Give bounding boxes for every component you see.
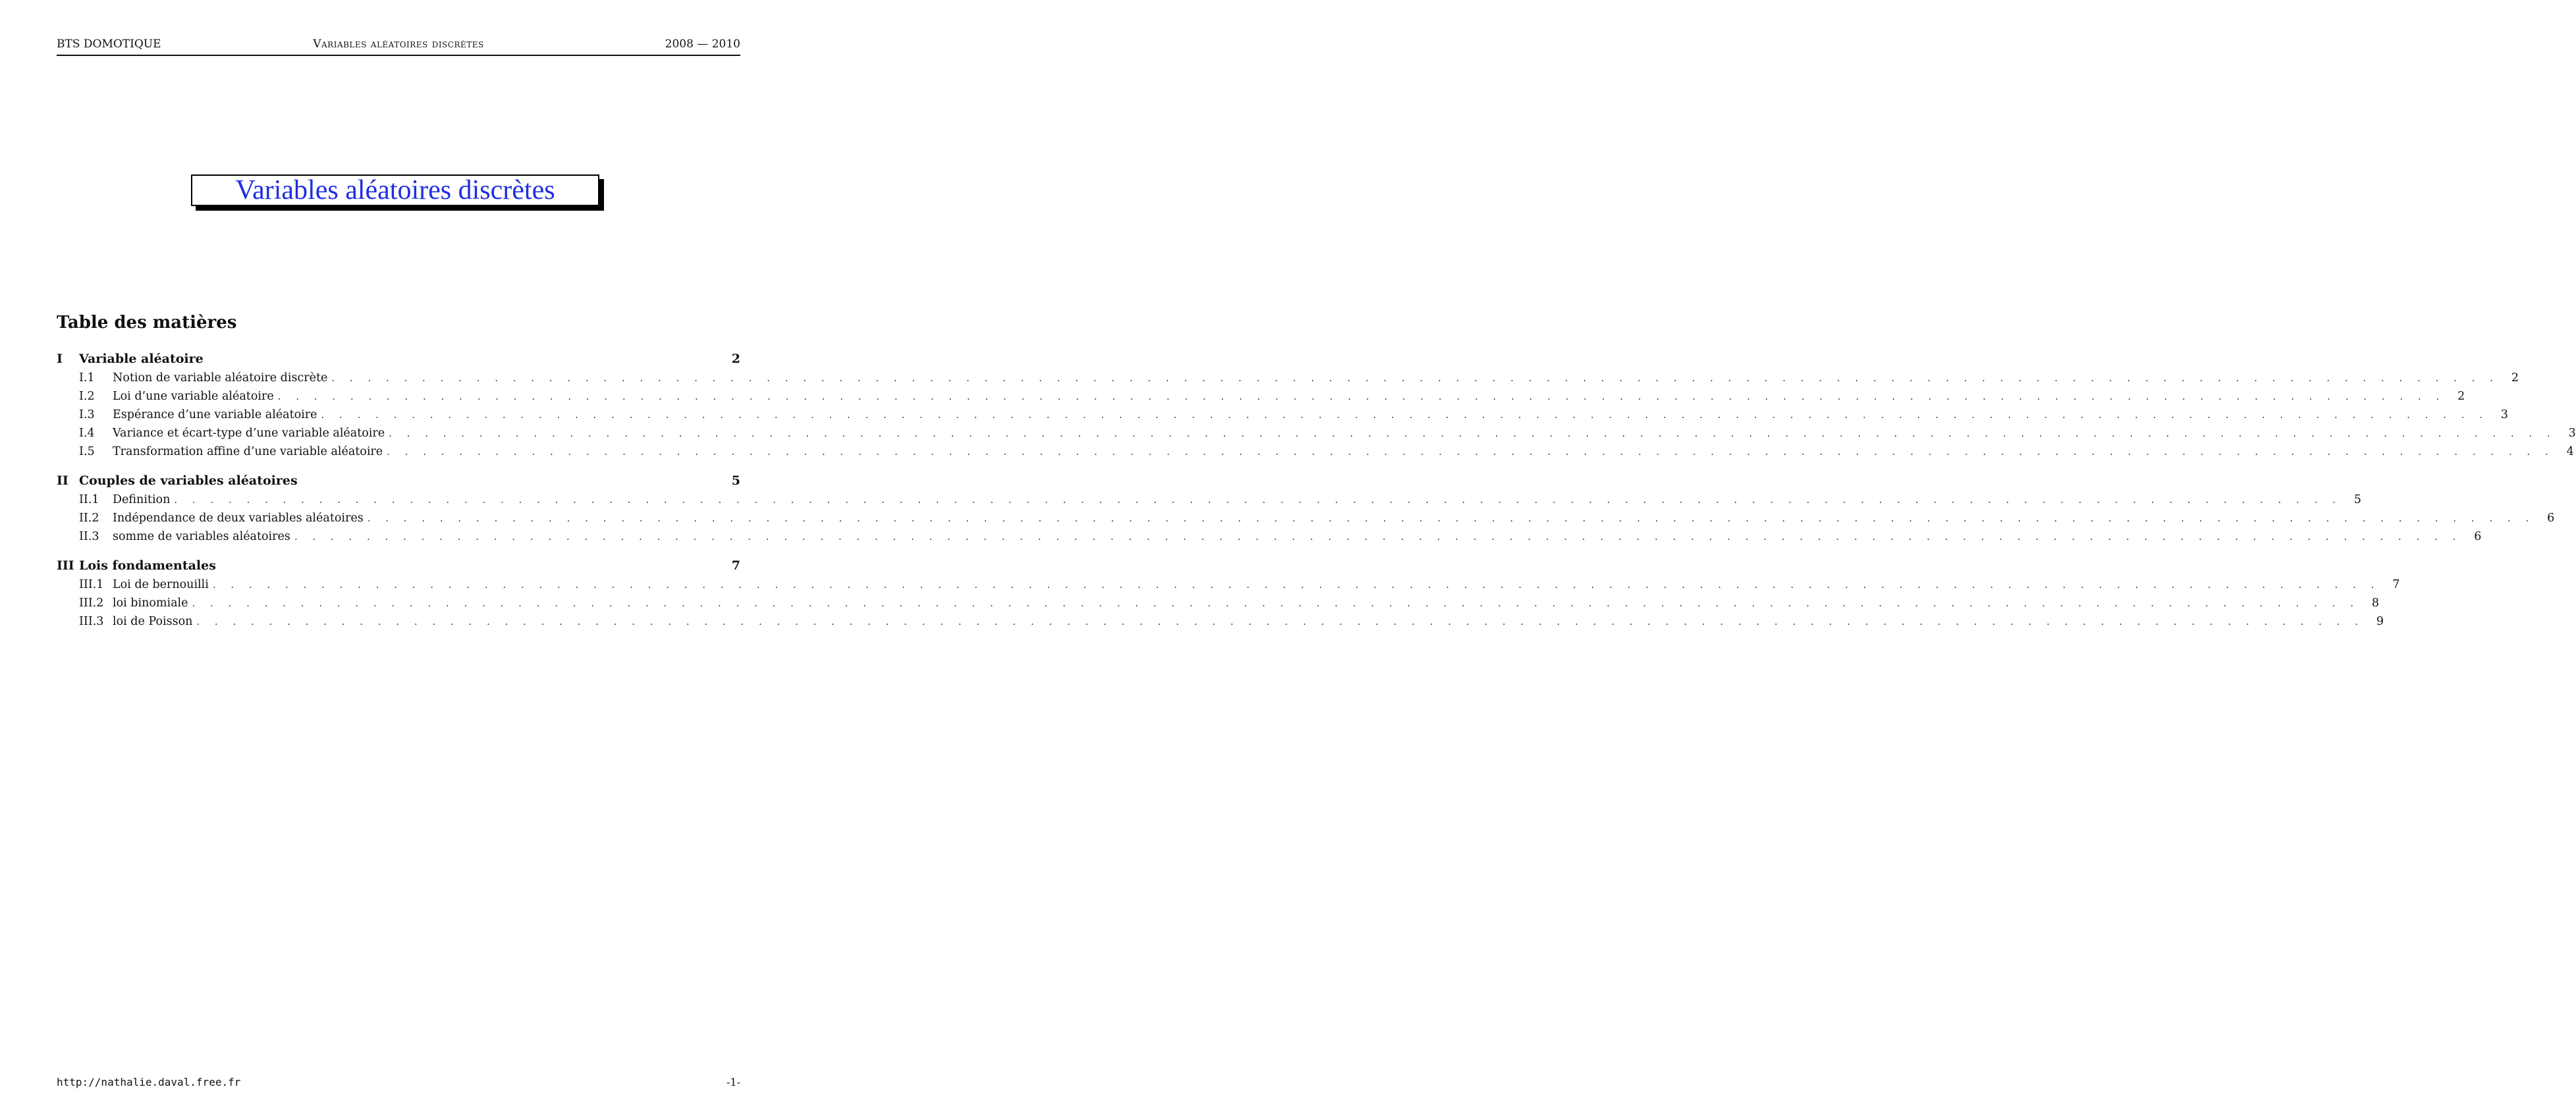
toc-subsection-title: Definition <box>113 493 174 506</box>
toc-section-number: I <box>57 352 63 366</box>
toc-subsection-number: III.3 <box>79 615 104 628</box>
title-frame <box>191 174 599 206</box>
toc-subsection-title: Indépendance de deux variables aléatoires <box>113 512 368 525</box>
toc-subsection-title: Loi de bernouilli <box>113 578 213 591</box>
toc-subsection-number: II.1 <box>79 493 99 506</box>
toc-subsection-entry[interactable] <box>57 442 2574 461</box>
toc-subsection-page: 7 <box>2392 578 2400 591</box>
toc-subsection-page: 2 <box>2457 390 2465 403</box>
toc-subsection-title: Espérance d’une variable aléatoire <box>113 408 321 421</box>
toc-subsection-page: 3 <box>2500 408 2509 421</box>
toc-subsection-entry[interactable] <box>57 387 2465 406</box>
toc-section-title: Couples de variables aléatoires <box>79 473 298 488</box>
toc-subsection-page: 3 <box>2568 427 2576 440</box>
dot-leader: . . . . . . . . . . . . . . . . . . . . . . . . . . . . . . . . . . . . . . . . . . . . . . . . . . . . . . . . . . . . . . . . . . . . . . . . . . . . . . . . . . . . . . . . . . . . . . . . . . . . . . . . . . . . . . . . . . . . . . . . <box>196 616 2364 627</box>
toc-subsection-title: Notion de variable aléatoire discrète <box>113 371 331 385</box>
toc-subsection-page: 6 <box>2547 512 2555 525</box>
header-course: BTS DOMOTIQUE <box>57 38 161 51</box>
toc-subsection-page: 8 <box>2371 597 2380 610</box>
toc-subsection-page: 6 <box>2474 530 2482 543</box>
toc-section-entry[interactable] <box>57 349 740 369</box>
toc-section <box>57 349 2576 461</box>
toc-subsection-title: Variance et écart-type d’une variable aléatoire <box>113 427 389 440</box>
dot-leader: . . . . . . . . . . . . . . . . . . . . . . . . . . . . . . . . . . . . . . . . . . . . . . . . . . . . . . . . . . . . . . . . . . . . . . . . . . . . . . . . . . . . . . . . . . . . . . . . . . . . . . . . . . . . . . . . . . . . . . . . <box>387 446 2554 458</box>
table-of-contents <box>57 349 2576 641</box>
dot-leader: . . . . . . . . . . . . . . . . . . . . . . . . . . . . . . . . . . . . . . . . . . . . . . . . . . . . . . . . . . . . . . . . . . . . . . . . . . . . . . . . . . . . . . . . . . . . . . . . . . . . . . . . . . . . . . . . . . . . . . . . <box>212 579 2380 591</box>
page-number: -1- <box>726 1076 740 1088</box>
dot-leader: . . . . . . . . . . . . . . . . . . . . . . . . . . . . . . . . . . . . . . . . . . . . . . . . . . . . . . . . . . . . . . . . . . . . . . . . . . . . . . . . . . . . . . . . . . . . . . . . . . . . . . . . . . . . . . . . . . . . . . . . <box>321 409 2489 421</box>
toc-subsection-entry[interactable] <box>57 527 2482 546</box>
footer-url[interactable]: http://nathalie.daval.free.fr <box>57 1076 241 1088</box>
dot-leader: . . . . . . . . . . . . . . . . . . . . . . . . . . . . . . . . . . . . . . . . . . . . . . . . . . . . . . . . . . . . . . . . . . . . . . . . . . . . . . . . . . . . . . . . . . . . . . . . . . . . . . . . . . . . . . . . . . . . . . . . <box>389 427 2556 439</box>
toc-subsection-number: I.2 <box>79 390 95 403</box>
toc-section <box>57 556 2400 631</box>
toc-subsection-title: loi binomiale <box>113 597 192 610</box>
dot-leader: . . . . . . . . . . . . . . . . . . . . . . . . . . . . . . . . . . . . . . . . . . . . . . . . . . . . . . . . . . . . . . . . . . . . . . . . . . . . . . . . . . . . . . . . . . . . . . . . . . . . . . . . . . . . . . . . . . . . . . . . <box>277 390 2446 402</box>
toc-section-number: III <box>57 558 74 573</box>
toc-subsection-entry[interactable] <box>57 424 2576 442</box>
toc-subsection-entry[interactable] <box>57 491 2361 509</box>
toc-heading: Table des matières <box>57 313 237 333</box>
toc-subsection-number: III.1 <box>79 578 104 591</box>
toc-subsection-title: somme de variables aléatoires <box>113 530 294 543</box>
toc-subsection-number: II.2 <box>79 512 99 525</box>
toc-subsection-entry[interactable] <box>57 594 2380 612</box>
toc-subsection-page: 5 <box>2353 493 2361 506</box>
dot-leader: . . . . . . . . . . . . . . . . . . . . . . . . . . . . . . . . . . . . . . . . . . . . . . . . . . . . . . . . . . . . . . . . . . . . . . . . . . . . . . . . . . . . . . . . . . . . . . . . . . . . . . . . . . . . . . . . . . . . . . . . <box>294 531 2462 543</box>
toc-subsection-number: I.1 <box>79 371 95 385</box>
header-years: 2008 — 2010 <box>665 38 740 51</box>
document-title: Variables aléatoires discrètes <box>191 174 599 206</box>
toc-subsection-page: 2 <box>2511 371 2519 385</box>
toc-section-entry[interactable] <box>57 556 740 575</box>
toc-subsection-title: Loi d’une variable aléatoire <box>113 390 278 403</box>
toc-subsection-entry[interactable] <box>57 575 2400 594</box>
toc-section-page: 2 <box>731 352 740 366</box>
header-chapter: Variables aléatoires discrètes <box>313 38 484 51</box>
toc-section-number: II <box>57 473 69 488</box>
toc-subsection-number: I.3 <box>79 408 95 421</box>
dot-leader: . . . . . . . . . . . . . . . . . . . . . . . . . . . . . . . . . . . . . . . . . . . . . . . . . . . . . . . . . . . . . . . . . . . . . . . . . . . . . . . . . . . . . . . . . . . . . . . . . . . . . . . . . . . . . . . . . . . . . . . . <box>174 494 2342 506</box>
toc-subsection-entry[interactable] <box>57 406 2509 424</box>
toc-subsection-entry[interactable] <box>57 612 2384 631</box>
toc-section-page: 7 <box>731 558 740 573</box>
toc-subsection-entry[interactable] <box>57 509 2555 527</box>
toc-subsection-number: II.3 <box>79 530 99 543</box>
toc-section-title: Variable aléatoire <box>79 352 204 366</box>
toc-section <box>57 471 2555 546</box>
toc-subsection-number: I.4 <box>79 427 95 440</box>
dot-leader: . . . . . . . . . . . . . . . . . . . . . . . . . . . . . . . . . . . . . . . . . . . . . . . . . . . . . . . . . . . . . . . . . . . . . . . . . . . . . . . . . . . . . . . . . . . . . . . . . . . . . . . . . . . . . . . . . . . . . . . . <box>367 512 2535 524</box>
toc-subsection-title: loi de Poisson <box>113 615 196 628</box>
toc-section-entry[interactable] <box>57 471 740 491</box>
running-header <box>57 36 740 56</box>
toc-section-title: Lois fondamentales <box>79 558 216 573</box>
toc-subsection-page: 4 <box>2566 445 2574 458</box>
dot-leader: . . . . . . . . . . . . . . . . . . . . . . . . . . . . . . . . . . . . . . . . . . . . . . . . . . . . . . . . . . . . . . . . . . . . . . . . . . . . . . . . . . . . . . . . . . . . . . . . . . . . . . . . . . . . . . . . . . . . . . . . <box>331 372 2499 384</box>
dot-leader: . . . . . . . . . . . . . . . . . . . . . . . . . . . . . . . . . . . . . . . . . . . . . . . . . . . . . . . . . . . . . . . . . . . . . . . . . . . . . . . . . . . . . . . . . . . . . . . . . . . . . . . . . . . . . . . . . . . . . . . . <box>192 597 2360 609</box>
toc-subsection-title: Transformation affine d’une variable aléatoire <box>113 445 387 458</box>
toc-subsection-entry[interactable] <box>57 369 2519 387</box>
toc-subsection-number: III.2 <box>79 597 104 610</box>
toc-section-page: 5 <box>731 473 740 488</box>
toc-subsection-number: I.5 <box>79 445 95 458</box>
toc-subsection-page: 9 <box>2376 615 2384 628</box>
